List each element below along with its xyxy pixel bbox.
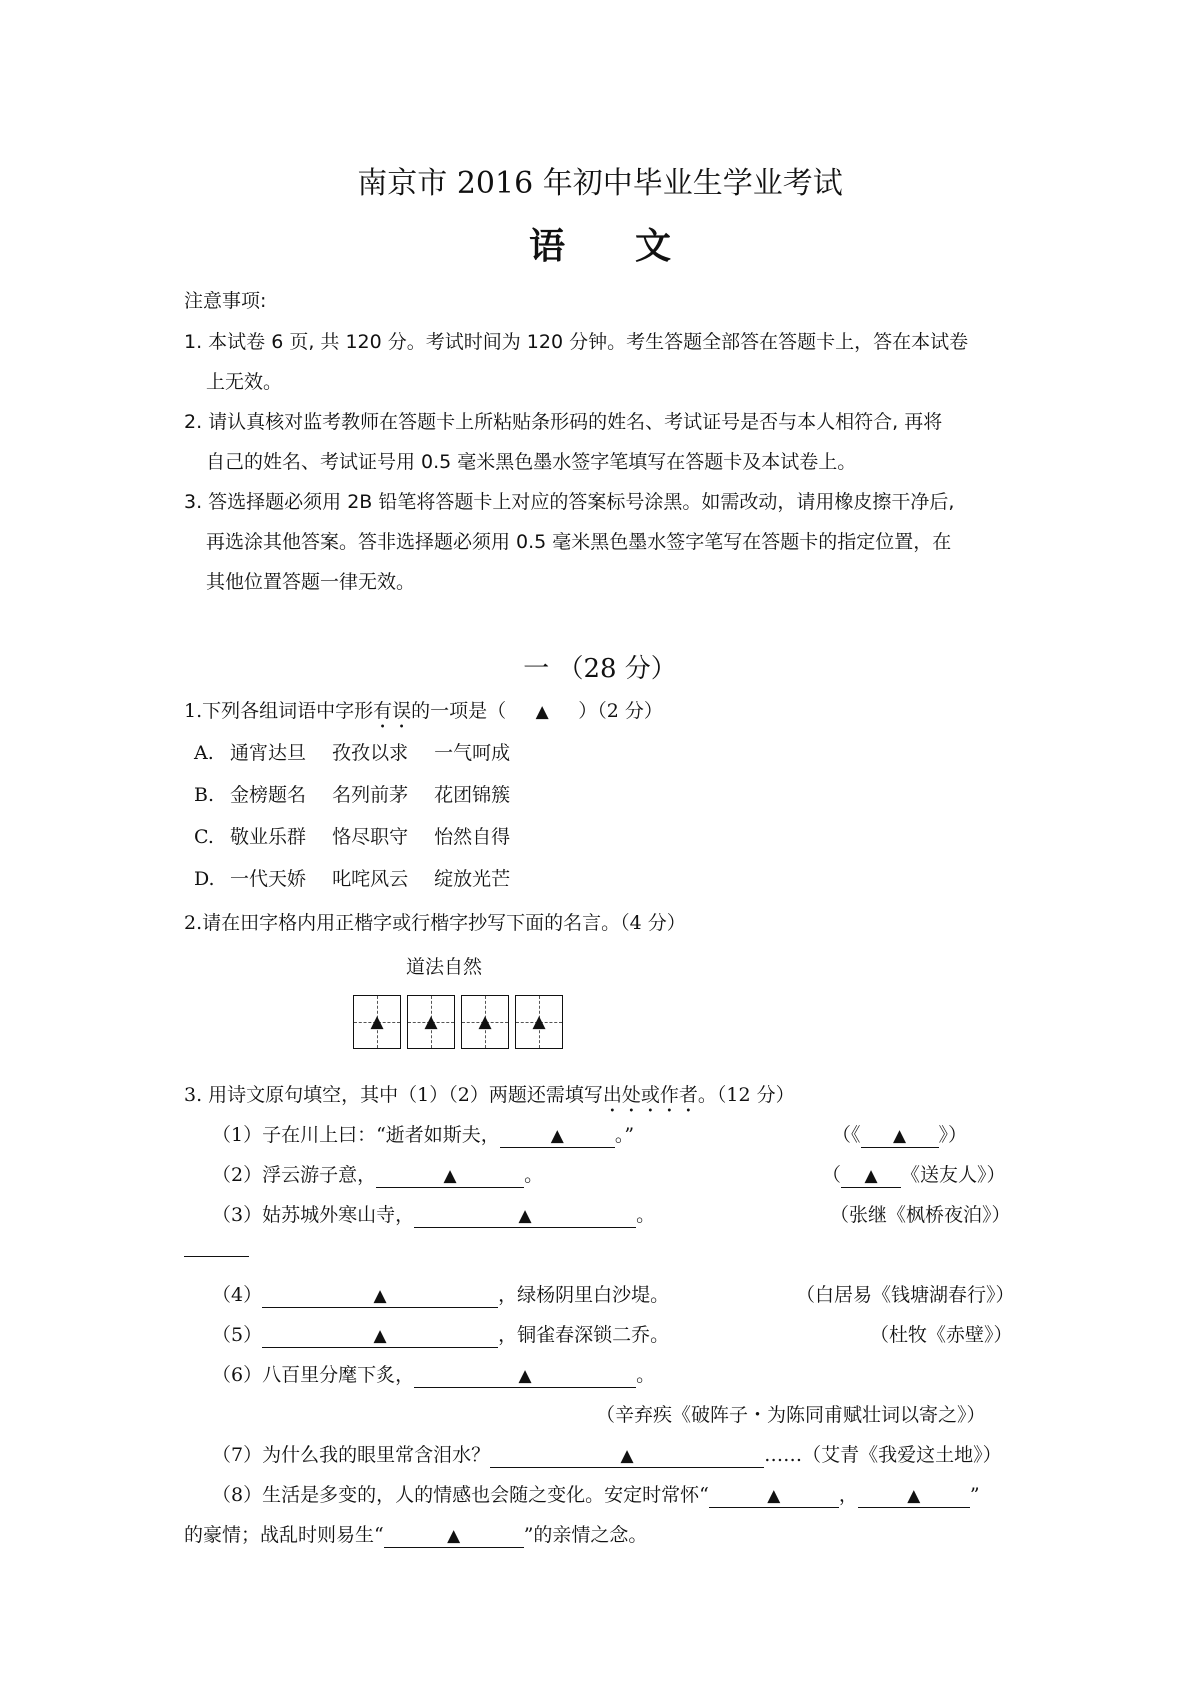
answer-blank[interactable]: ▲ bbox=[709, 1485, 839, 1508]
grid-cell[interactable] bbox=[515, 995, 563, 1049]
option-word: 恪尽职守 bbox=[332, 826, 409, 848]
item-text: 。 bbox=[524, 1164, 544, 1186]
item-text: ……（艾青《我爱这土地》） bbox=[764, 1444, 1002, 1466]
answer-blank[interactable]: ▲ bbox=[414, 1365, 636, 1388]
q1-stem-part: 1.下列各组词语中字形 bbox=[184, 700, 374, 722]
answer-blank[interactable]: ▲ bbox=[861, 1125, 939, 1148]
answer-mark: ▲ bbox=[424, 1012, 438, 1032]
note-3-line-1: 3. 答选择题必须用 2B 铅笔将答题卡上对应的答案标号涂黑。如需改动，请用橡皮擦干净后, bbox=[184, 491, 955, 513]
item-text: ” bbox=[969, 1484, 980, 1506]
option-letter: D. bbox=[194, 868, 215, 890]
item-text: （8）生活是多变的，人的情感也会随之变化。安定时常怀“ bbox=[212, 1484, 709, 1506]
item-text: 的豪情；战乱时则易生“ bbox=[184, 1524, 384, 1546]
answer-mark: ▲ bbox=[478, 1012, 492, 1032]
stray-underline bbox=[184, 1255, 249, 1257]
q3-item-3 bbox=[212, 1200, 655, 1228]
q1-option-d bbox=[194, 864, 530, 891]
q3-item-2-source bbox=[822, 1160, 1006, 1188]
item-text: （5） bbox=[212, 1324, 263, 1346]
q3-item-1-source bbox=[832, 1120, 967, 1148]
item-text: 。 bbox=[636, 1204, 656, 1226]
note-item-1 bbox=[184, 322, 968, 402]
exam-title: 南京市 2016 年初中毕业生学业考试 bbox=[357, 166, 843, 201]
q1-stem-part: ）（2 分） bbox=[578, 700, 663, 722]
answer-mark: ▲ bbox=[532, 1012, 546, 1032]
option-word: 绽放光芒 bbox=[434, 868, 511, 890]
q3-item-5 bbox=[212, 1320, 669, 1348]
q3-item-6-source: （辛弃疾《破阵子・为陈同甫赋壮词以寄之》） bbox=[596, 1404, 986, 1426]
item-text: （1）子在川上曰：“逝者如斯夫， bbox=[212, 1124, 500, 1146]
option-letter: A. bbox=[194, 742, 214, 764]
answer-blank[interactable]: ▲ bbox=[858, 1485, 970, 1508]
option-word: 叱咤风云 bbox=[332, 868, 409, 890]
grid-cell[interactable] bbox=[353, 995, 401, 1049]
q1-option-b bbox=[194, 780, 530, 807]
option-word: 金榜题名 bbox=[230, 784, 307, 806]
source-text: （《 bbox=[832, 1124, 861, 1146]
note-1-line-2: 上无效。 bbox=[206, 371, 283, 393]
note-item-3 bbox=[184, 482, 954, 602]
note-2-line-1: 2. 请认真核对监考教师在答题卡上所粘贴条形码的姓名、考试证号是否与本人相符合, 再将 bbox=[184, 411, 943, 433]
q3-item-1 bbox=[212, 1120, 634, 1148]
answer-blank[interactable]: ▲ bbox=[376, 1165, 524, 1188]
tianzi-grid bbox=[353, 995, 569, 1049]
option-word: 名列前茅 bbox=[332, 784, 409, 806]
item-text: 。 bbox=[636, 1364, 656, 1386]
item-text: ”的亲情之念。 bbox=[523, 1524, 648, 1546]
answer-blank[interactable]: ▲ bbox=[262, 1285, 498, 1308]
q3-item-7 bbox=[212, 1440, 1002, 1468]
option-word: 怡然自得 bbox=[434, 826, 511, 848]
section-heading: 一 （28 分） bbox=[523, 654, 677, 684]
question-3-stem bbox=[184, 1080, 795, 1117]
q3-item-4 bbox=[212, 1280, 669, 1308]
option-word: 花团锦簇 bbox=[434, 784, 511, 806]
item-text: ，铜雀春深锁二乔。 bbox=[498, 1324, 670, 1346]
q3-item-8-continued bbox=[184, 1520, 647, 1548]
answer-blank[interactable]: ▲ bbox=[384, 1525, 524, 1548]
answer-blank[interactable]: ▲ bbox=[841, 1165, 901, 1188]
q3-item-2 bbox=[212, 1160, 543, 1188]
answer-blank[interactable]: ▲ bbox=[414, 1205, 636, 1228]
subject-title: 语文 bbox=[528, 225, 741, 267]
option-word: 一气呵成 bbox=[434, 742, 511, 764]
notes-heading: 注意事项: bbox=[184, 290, 267, 312]
answer-mark: ▲ bbox=[370, 1012, 384, 1032]
q3-stem-part: 3. 用诗文原句填空，其中（1）（2）两题还需填写 bbox=[184, 1084, 603, 1106]
answer-blank[interactable]: ▲ bbox=[500, 1125, 615, 1148]
note-1-line-1: 1. 本试卷 6 页, 共 120 分。考试时间为 120 分钟。考生答题全部答在答题卡上，答在本试卷 bbox=[184, 331, 969, 353]
option-word: 通宵达旦 bbox=[230, 742, 307, 764]
item-text: 。” bbox=[614, 1124, 635, 1146]
question-1-stem bbox=[184, 696, 663, 733]
q3-item-4-source: （白居易《钱塘湖春行》） bbox=[796, 1284, 1015, 1306]
q1-stem-part: 的一项是（ bbox=[411, 700, 507, 722]
item-text: （7）为什么我的眼里常含泪水？ bbox=[212, 1444, 491, 1466]
grid-cell[interactable] bbox=[407, 995, 455, 1049]
note-3-line-3: 其他位置答题一律无效。 bbox=[206, 571, 416, 593]
source-text: 《送友人》） bbox=[901, 1164, 1006, 1186]
q3-item-3-source: （张继《枫桥夜泊》） bbox=[830, 1204, 1011, 1226]
note-2-line-2: 自己的姓名、考试证号用 0.5 毫米黑色墨水签字笔填写在答题卡及本试卷上。 bbox=[206, 451, 857, 473]
grid-cell[interactable] bbox=[461, 995, 509, 1049]
q1-option-a bbox=[194, 738, 530, 765]
note-3-line-2: 再选涂其他答案。答非选择题必须用 0.5 毫米黑色墨水签字笔写在答题卡的指定位置，在 bbox=[206, 531, 952, 553]
question-2-stem: 2.请在田字格内用正楷字或行楷字抄写下面的名言。（4 分） bbox=[184, 912, 686, 934]
option-letter: B. bbox=[194, 784, 215, 806]
note-item-2 bbox=[184, 402, 942, 482]
option-word: 一代天娇 bbox=[230, 868, 307, 890]
option-letter: C. bbox=[194, 826, 214, 848]
answer-blank[interactable]: ▲ bbox=[490, 1445, 764, 1468]
q3-stem-part: 。（12 分） bbox=[697, 1084, 795, 1106]
q1-option-c bbox=[194, 822, 530, 849]
source-text: 》） bbox=[938, 1124, 968, 1146]
item-text: ，绿杨阴里白沙堤。 bbox=[498, 1284, 670, 1306]
item-text: （6）八百里分麾下炙， bbox=[212, 1364, 415, 1386]
q3-item-8 bbox=[212, 1480, 980, 1508]
q1-emphasis: 有误 bbox=[373, 700, 412, 722]
q3-item-5-source: （杜牧《赤壁》） bbox=[870, 1324, 1013, 1346]
item-text: ， bbox=[838, 1484, 858, 1506]
option-word: 孜孜以求 bbox=[332, 742, 409, 764]
answer-blank[interactable]: ▲ bbox=[262, 1325, 498, 1348]
item-text: （2）浮云游子意， bbox=[212, 1164, 377, 1186]
answer-mark: ▲ bbox=[535, 702, 549, 722]
q3-item-6 bbox=[212, 1360, 655, 1388]
item-text: （4） bbox=[212, 1284, 263, 1306]
q3-emphasis: 出处或作者 bbox=[602, 1084, 698, 1106]
option-word: 敬业乐群 bbox=[230, 826, 307, 848]
item-text: （3）姑苏城外寒山寺， bbox=[212, 1204, 415, 1226]
q2-phrase: 道法自然 bbox=[406, 956, 483, 978]
source-text: （ bbox=[822, 1164, 842, 1186]
